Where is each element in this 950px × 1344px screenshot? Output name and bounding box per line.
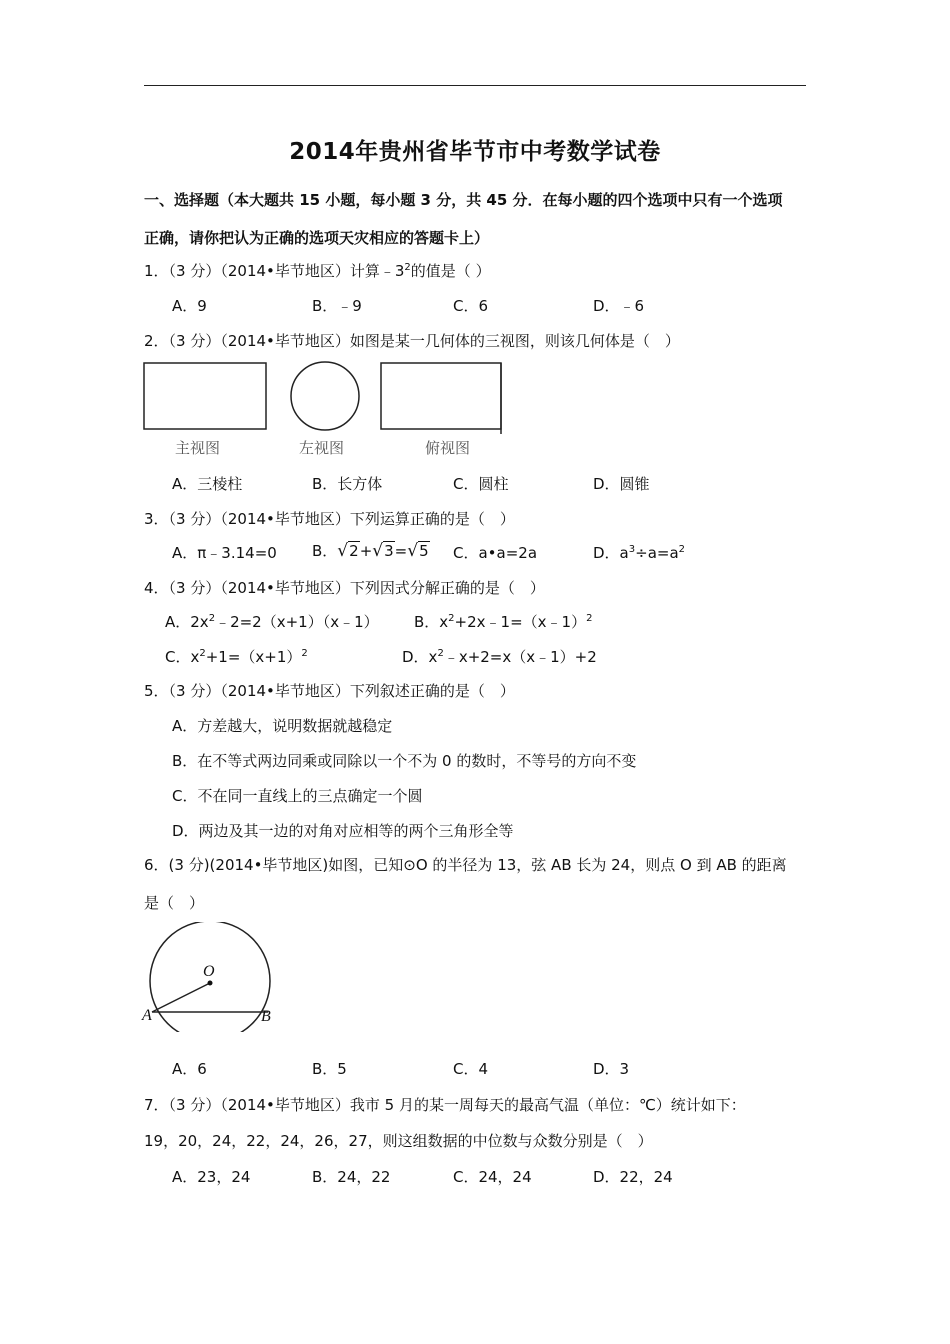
question-7-line-1: 7．（3 分）（2014•毕节地区）我市 5 月的某一周每天的最高气温（单位：℃）统计如下： <box>144 1096 746 1114</box>
q1-option-a[interactable]: A．9 <box>172 297 207 315</box>
top-view-label: 俯视图 <box>425 439 471 457</box>
front-view-rectangle <box>144 363 266 429</box>
q6-option-b[interactable]: B．5 <box>312 1060 347 1078</box>
side-view-label: 左视图 <box>299 439 345 457</box>
q4-option-c[interactable]: C．$x^2+1=(x+1)^2$ <box>165 648 308 666</box>
question-6-line-1: 6．(3 分)(2014•毕节地区)如图，已知⊙O 的半径为 13，弦 AB 长为 24，则点 O 到 AB 的距离 <box>144 856 787 874</box>
q2-option-b[interactable]: B．长方体 <box>312 475 383 493</box>
sqrt-5: √5 <box>407 541 429 561</box>
question-1 <box>144 261 491 281</box>
side-view-circle <box>291 362 359 430</box>
q2-option-d[interactable]: D．圆锥 <box>593 475 650 493</box>
point-o-label: O <box>203 963 215 980</box>
q6-option-a[interactable]: A．6 <box>172 1060 207 1078</box>
top-view-rectangle <box>381 363 501 429</box>
question-1-exponent: 2 <box>404 262 411 273</box>
q5-option-c[interactable]: C．不在同一直线上的三点确定一个圆 <box>172 787 423 805</box>
q7-option-b[interactable]: B．24，22 <box>312 1168 391 1186</box>
front-view-label: 主视图 <box>175 439 221 457</box>
q1-option-d[interactable]: D．﹣6 <box>593 297 645 315</box>
question-7-line-2: 19，20，24，22，24，26，27，则这组数据的中位数与众数分别是（ ） <box>144 1132 653 1150</box>
q4-option-b[interactable]: B．$x^2+2x﹣1=(x﹣1)^2$ <box>414 613 593 631</box>
question-5: 5．（3 分）（2014•毕节地区）下列叙述正确的是（ ） <box>144 682 515 700</box>
section-heading-line-1: 一、选择题（本大题共 15 小题，每小题 3 分，共 45 分．在每小题的四个选项中只有一个选项 <box>144 191 783 209</box>
question-6-line-2: 是（ ） <box>144 894 205 912</box>
question-2: 2．（3 分）（2014•毕节地区）如图是某一几何体的三视图，则该几何体是（ ） <box>144 332 680 350</box>
q2-option-a[interactable]: A．三棱柱 <box>172 475 243 493</box>
q5-option-a[interactable]: A．方差越大，说明数据就越稳定 <box>172 717 393 735</box>
header-rule <box>144 85 806 86</box>
q5-option-b[interactable]: B．在不等式两边同乘或同除以一个不为 0 的数时，不等号的方向不变 <box>172 752 637 770</box>
q7-option-c[interactable]: C．24，24 <box>453 1168 532 1186</box>
q3-option-b-label: B． <box>312 542 338 560</box>
q2-option-c[interactable]: C．圆柱 <box>453 475 509 493</box>
q5-option-d[interactable]: D．两边及其一边的对角对应相等的两个三角形全等 <box>172 822 514 840</box>
point-b-label: B <box>261 1008 271 1025</box>
q4-option-d[interactable]: D．$x^2﹣x+2=x(x﹣1)+2$ <box>402 648 597 666</box>
q7-option-a[interactable]: A．23，24 <box>172 1168 251 1186</box>
sqrt-3: √3 <box>372 541 394 561</box>
radius-oa <box>152 983 210 1012</box>
q1-option-c[interactable]: C．6 <box>453 297 489 315</box>
section-heading-line-2: 正确，请你把认为正确的选项天灾相应的答题卡上） <box>144 229 490 247</box>
question-3: 3．（3 分）（2014•毕节地区）下列运算正确的是（ ） <box>144 510 515 528</box>
q4-option-a[interactable]: A．$2x^2﹣2=2(x+1)(x﹣1)$ <box>165 613 379 631</box>
question-4: 4．（3 分）（2014•毕节地区）下列因式分解正确的是（ ） <box>144 579 545 597</box>
question-1-text: 1．（3 分）（2014•毕节地区）计算﹣3 <box>144 262 405 280</box>
sqrt-2: √2 <box>337 541 359 561</box>
q7-option-d[interactable]: D．22，24 <box>593 1168 673 1186</box>
question-1-text-end: 的值是（ ） <box>410 262 491 280</box>
q3-option-a[interactable]: A．π﹣3.14=0 <box>172 544 277 562</box>
q3-option-b[interactable]: B．√2+√3=√5 <box>312 541 429 561</box>
q3-option-d[interactable]: D．$a^3\div a=a^2$ <box>593 544 686 562</box>
point-a-label: A <box>142 1007 152 1024</box>
q6-option-c[interactable]: C．4 <box>453 1060 489 1078</box>
page-title: 2014年贵州省毕节市中考数学试卷 <box>289 139 661 165</box>
q6-option-d[interactable]: D．3 <box>593 1060 630 1078</box>
q1-option-b[interactable]: B．﹣9 <box>312 297 362 315</box>
q3-option-c[interactable]: C．a•a=2a <box>453 544 538 562</box>
